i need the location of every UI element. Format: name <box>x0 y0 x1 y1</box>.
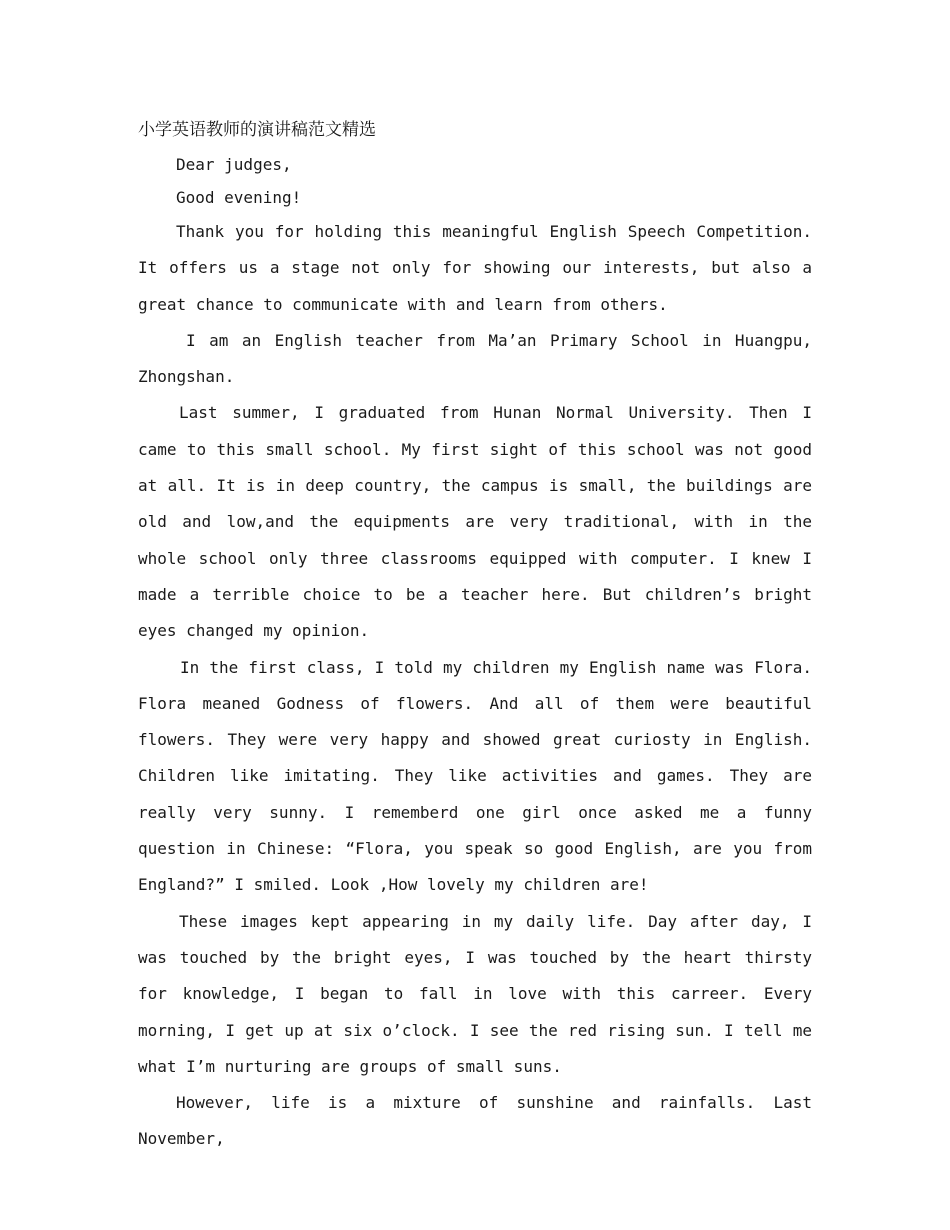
paragraph: These images kept appearing in my daily life. Day after day, I was touched by the bright eyes, I was touched by the heart thirsty for knowledge, I began to fall in love with this carreer. Every morning, I get up at six o’clock. I see the red rising sun. I tell me what I’m nurturing are groups of small suns. <box>138 911 812 1076</box>
document-body <box>138 112 812 1158</box>
paragraph: However, life is a mixture of sunshine and rainfalls. Last November, <box>138 1093 812 1149</box>
paragraph: Thank you for holding this meaningful English Speech Competition. It offers us a stage not only for showing our interests, but also a great chance to communicate with and learn from others. <box>138 222 812 314</box>
paragraph: In the first class, I told my children my English name was Flora. Flora meaned Godness of flowers. And all of them were beautiful flowers. They were very happy and showed great curiosty in English. Children like imitating. They like activities and games. They are really very sunny. I rememberd one girl once asked me a funny question in Chinese: “Flora, you speak so good English, are you from England?” I smiled. Look ,How lovely my children are! <box>138 657 812 895</box>
document-title: 小学英语教师的演讲稿范文精选 <box>138 120 376 140</box>
greeting: Good evening! <box>176 188 302 207</box>
salutation: Dear judges, <box>176 155 292 174</box>
paragraph: I am an English teacher from Ma’an Primary School in Huangpu, Zhongshan. <box>138 330 812 387</box>
paragraph: Last summer, I graduated from Hunan Normal University. Then I came to this small school. My first sight of this school was not good at all. It is in deep country, the campus is small, the buildings are old and low,and the equipments are very traditional, with in the whole school only three classrooms equipped with computer. I knew I made a terrible choice to be a teacher here. But children’s bright eyes changed my opinion. <box>138 403 812 641</box>
